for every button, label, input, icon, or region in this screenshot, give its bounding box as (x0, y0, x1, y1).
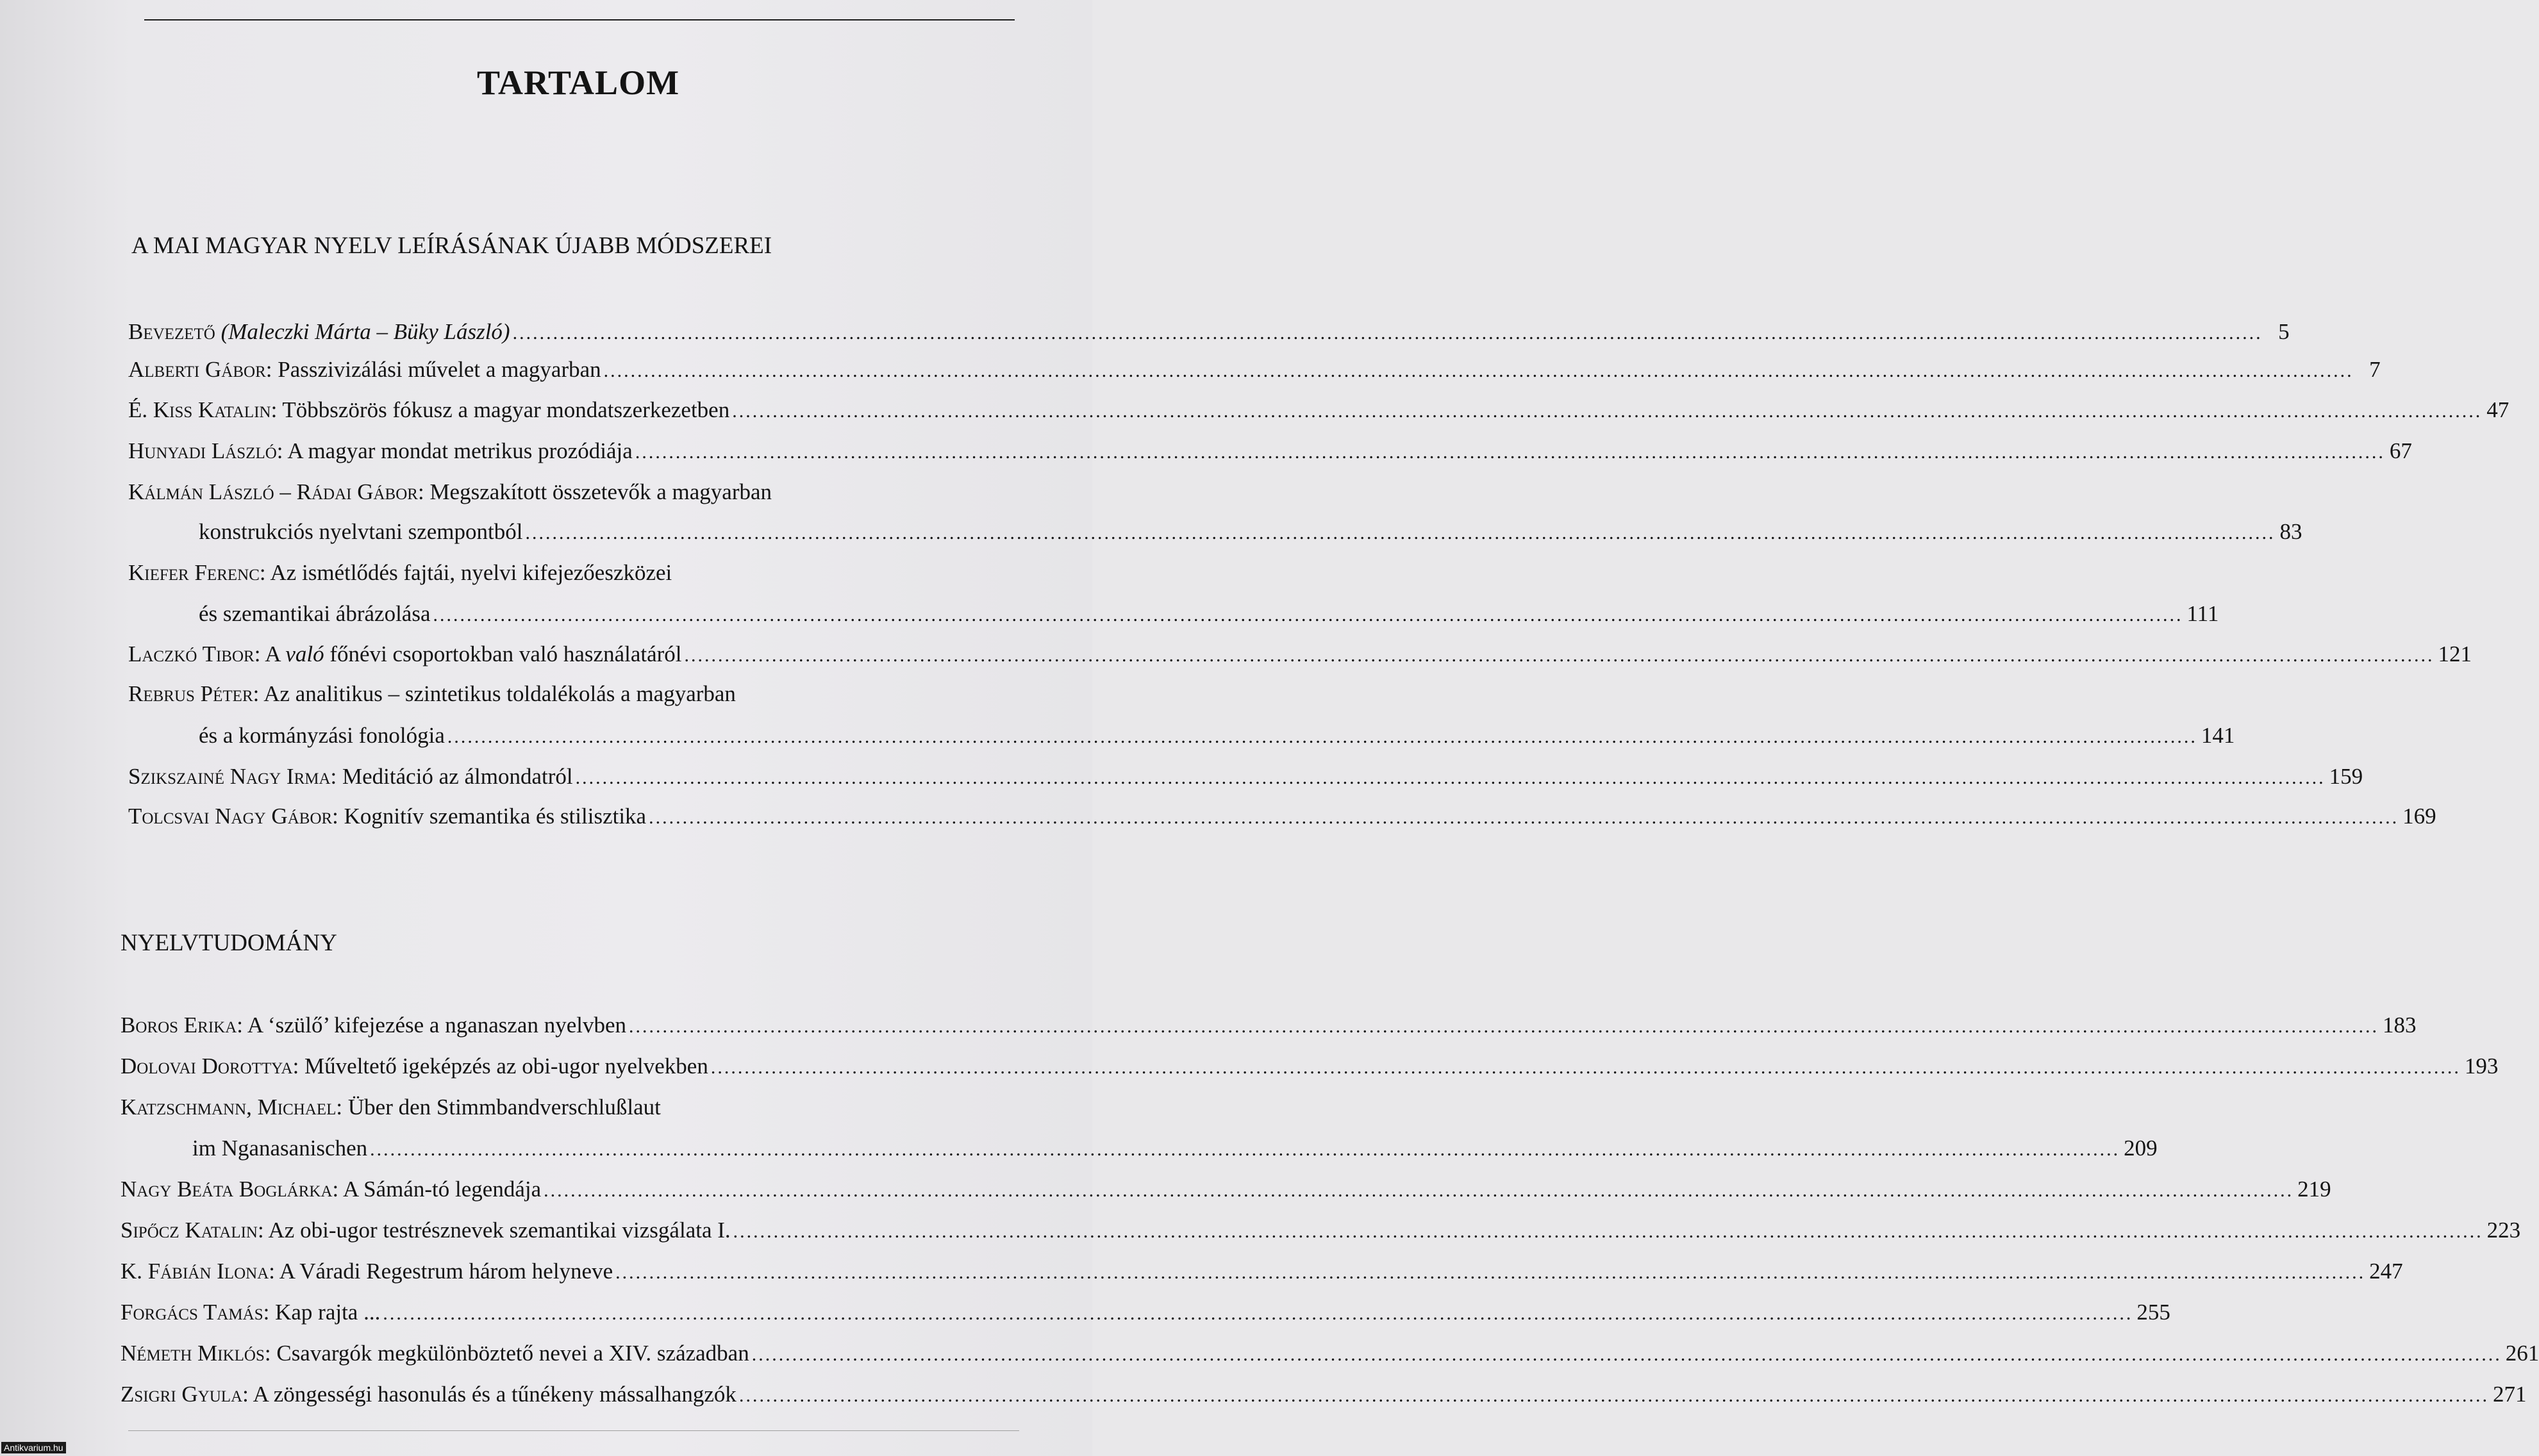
entry-separator: : (269, 1259, 279, 1284)
toc-entry (121, 1054, 2499, 1082)
entry-page-number: 183 (2383, 1013, 2417, 1038)
toc-entry (128, 397, 2510, 426)
dot-leader: .................................................................................................................................................................................................................................................................... (733, 1221, 2483, 1242)
entry-title-line2: konstrukciós nyelvtani szempontból (199, 519, 523, 544)
entry-page-number: 67 (2389, 438, 2412, 463)
entry-title: Az analitikus – szintetikus toldalékolás a magyarban (263, 681, 736, 706)
entry-page-number: 169 (2402, 804, 2436, 829)
entry-separator: : (332, 804, 344, 829)
toc-entry (128, 479, 1024, 508)
dot-leader: .................................................................................................................................................................................................................................................................... (512, 322, 2263, 343)
toc-entry (121, 1177, 2331, 1205)
entry-text (128, 804, 646, 829)
entry-title-rest: főnévi csoportokban való használatáról (324, 641, 682, 666)
dot-leader: .................................................................................................................................................................................................................................................................... (710, 1057, 2461, 1078)
entry-page-number: 209 (2124, 1136, 2158, 1161)
entry-text (121, 1382, 737, 1407)
entry-separator: : (264, 1341, 277, 1366)
entry-page-number: 47 (2486, 397, 2510, 422)
dot-leader: .................................................................................................................................................................................................................................................................... (751, 1344, 2502, 1365)
entry-author: Rebrus Péter (128, 681, 253, 706)
entry-page-number: 271 (2492, 1382, 2527, 1407)
entry-separator: : (332, 1177, 344, 1202)
dot-leader: .................................................................................................................................................................................................................................................................... (684, 645, 2435, 666)
entry-separator: : (253, 681, 264, 706)
watermark: Antikvarium.hu (1, 1442, 66, 1453)
entry-author: Boros Erika (121, 1013, 237, 1038)
entry-title-line2: im Nganasanischen (192, 1136, 368, 1161)
entry-author: Tolcsvai Nagy Gábor (128, 804, 333, 829)
entry-page-number: 193 (2464, 1054, 2499, 1079)
entry-separator: : (292, 1054, 305, 1079)
entry-title: A Sámán-tó legendája (343, 1177, 542, 1202)
entry-title: Über den Stimmbandverschlußlaut (347, 1095, 661, 1120)
entry-author: Bevezető (128, 319, 215, 344)
toc-entry (128, 357, 2381, 385)
entry-page-number: 7 (2369, 357, 2381, 382)
entry-author: Kálmán László – Rádai Gábor (128, 479, 418, 504)
toc-entry-continuation (192, 1136, 2158, 1164)
entry-page-number: 255 (2136, 1300, 2170, 1325)
entry-page-number: 121 (2438, 641, 2472, 666)
entry-text (121, 1300, 380, 1325)
entry-page-number: 159 (2329, 764, 2363, 789)
toc-entry (121, 1259, 2403, 1287)
entry-author: Forgács Tamás (121, 1300, 263, 1325)
dot-leader: .................................................................................................................................................................................................................................................................... (629, 1016, 2379, 1037)
entry-title: Kap rajta ... (275, 1300, 381, 1325)
entry-text (128, 397, 729, 423)
entry-author: Sipőcz Katalin (121, 1218, 258, 1243)
dot-leader: .................................................................................................................................................................................................................................................................... (732, 401, 2483, 422)
entry-author: Zsigri Gyula (121, 1382, 243, 1407)
toc-entry (121, 1013, 2417, 1041)
entry-title: Többszörös fókusz a magyar mondatszerkezetben (282, 397, 730, 422)
dot-leader: .................................................................................................................................................................................................................................................................... (383, 1303, 2133, 1324)
toc-entry (128, 641, 2472, 670)
entry-title-line2: és szemantikai ábrázolása (199, 601, 431, 626)
entry-text (121, 1054, 708, 1079)
entry-author: Hunyadi László (128, 438, 277, 463)
entry-separator: : (265, 357, 278, 382)
entry-text (128, 681, 736, 707)
entry-title: Megszakított összetevők a magyarban (429, 479, 772, 504)
toc-entry (128, 319, 2290, 347)
toc-entry (121, 1218, 2521, 1246)
section-heading-2: NYELVTUDOMÁNY (121, 930, 337, 956)
entry-page-number: 141 (2201, 723, 2235, 748)
entry-separator: : (242, 1382, 253, 1407)
toc-entry (121, 1341, 2539, 1369)
entry-separator: : (254, 641, 265, 666)
entry-title: Műveltető igeképzés az obi-ugor nyelvekben (304, 1054, 708, 1079)
entry-text (128, 479, 772, 505)
entry-author: Szikszainé Nagy Irma (128, 764, 331, 789)
dot-leader: .................................................................................................................................................................................................................................................................... (649, 807, 2399, 828)
entry-text (121, 1259, 613, 1284)
entry-separator: : (330, 764, 343, 789)
dot-leader: .................................................................................................................................................................................................................................................................... (370, 1139, 2120, 1160)
entry-page-number: 83 (2279, 519, 2302, 544)
entry-title-italic: (Maleczki Márta – Büky László) (221, 319, 510, 344)
entry-text (128, 641, 682, 667)
dot-leader: .................................................................................................................................................................................................................................................................... (575, 767, 2326, 788)
entry-author: Kiefer Ferenc (128, 560, 260, 585)
entry-separator: : (336, 1095, 348, 1120)
entry-text (128, 560, 672, 586)
entry-separator (215, 319, 221, 344)
entry-title: Passzivizálási művelet a magyarban (278, 357, 601, 382)
toc-entry (121, 1300, 2170, 1328)
entry-separator: : (417, 479, 430, 504)
entry-title: A Váradi Regestrum három helyneve (279, 1259, 613, 1284)
entry-author: Dolovai Dorottya (121, 1054, 293, 1079)
entry-text (128, 438, 633, 464)
entry-page-number: 261 (2505, 1341, 2539, 1366)
entry-author: Németh Miklós (121, 1341, 265, 1366)
entry-author: É. Kiss Katalin (128, 397, 271, 422)
entry-page-number: 111 (2186, 601, 2219, 626)
dot-leader: .................................................................................................................................................................................................................................................................... (544, 1180, 2294, 1201)
dot-leader: .................................................................................................................................................................................................................................................................... (738, 1385, 2489, 1406)
section-heading-1: A MAI MAGYAR NYELV LEÍRÁSÁNAK ÚJABB MÓDSZEREI (131, 233, 772, 259)
entry-author: Alberti Gábor (128, 357, 266, 382)
toc-entry (128, 681, 1024, 709)
entry-title: A (265, 641, 286, 666)
dot-leader: .................................................................................................................................................................................................................................................................... (635, 442, 2385, 463)
entry-title: Meditáció az álmondatról (342, 764, 573, 789)
page-title: TARTALOM (476, 63, 680, 102)
toc-entry (128, 804, 2436, 832)
entry-author: Nagy Beáta Boglárka (121, 1177, 333, 1202)
entry-text (128, 319, 510, 345)
toc-entry (121, 1095, 1028, 1123)
dot-leader: .................................................................................................................................................................................................................................................................... (603, 360, 2354, 381)
entry-title: Csavargók megkülönböztető nevei a XIV. században (276, 1341, 749, 1366)
entry-separator: : (259, 560, 271, 585)
entry-page-number: 247 (2369, 1259, 2403, 1284)
toc-entry-continuation (199, 519, 2302, 547)
entry-page-number: 5 (2278, 319, 2290, 344)
entry-text (121, 1095, 661, 1120)
entry-text (121, 1177, 541, 1202)
entry-title: A ‘szülő’ kifejezése a nganaszan nyelvben (247, 1013, 626, 1038)
entry-separator: : (237, 1013, 247, 1038)
top-rule (144, 19, 1015, 21)
entry-title: A magyar mondat metrikus prozódiája (287, 438, 633, 463)
entry-text (121, 1341, 749, 1366)
toc-entry (128, 560, 1024, 588)
dot-leader: .................................................................................................................................................................................................................................................................... (525, 522, 2276, 543)
entry-page-number: 223 (2486, 1218, 2521, 1243)
dot-leader: .................................................................................................................................................................................................................................................................... (447, 726, 2197, 747)
entry-title: Kognitív szemantika és stilisztika (344, 804, 647, 829)
entry-author: Laczkó Tibor (128, 641, 254, 666)
entry-separator: : (271, 397, 283, 422)
entry-page-number: 219 (2297, 1177, 2331, 1202)
entry-title-italic: való (285, 641, 324, 666)
toc-entry (128, 764, 2363, 792)
entry-separator: : (276, 438, 288, 463)
toc-entry-continuation (199, 601, 2219, 629)
entry-title: Az obi-ugor testrésznevek szemantikai vizsgálata I. (268, 1218, 731, 1243)
dot-leader: .................................................................................................................................................................................................................................................................... (615, 1262, 2366, 1283)
bottom-rule (128, 1430, 1019, 1431)
entry-separator: : (263, 1300, 276, 1325)
entry-author: Katzschmann, Michael (121, 1095, 337, 1120)
entry-author: K. Fábián Ilona (121, 1259, 269, 1284)
entry-title-line2: és a kormányzási fonológia (199, 723, 445, 748)
toc-entry (128, 438, 2412, 467)
entry-text (128, 764, 573, 790)
toc-entry-continuation (199, 723, 2235, 751)
toc-entry (121, 1382, 2527, 1410)
entry-title: A zöngességi hasonulás és a tűnékeny mássalhangzók (253, 1382, 737, 1407)
dot-leader: .................................................................................................................................................................................................................................................................... (433, 604, 2183, 625)
entry-text (128, 357, 601, 383)
entry-separator: : (257, 1218, 269, 1243)
entry-text (121, 1013, 626, 1038)
entry-text (121, 1218, 731, 1243)
entry-title: Az ismétlődés fajtái, nyelvi kifejezőeszközei (270, 560, 672, 585)
